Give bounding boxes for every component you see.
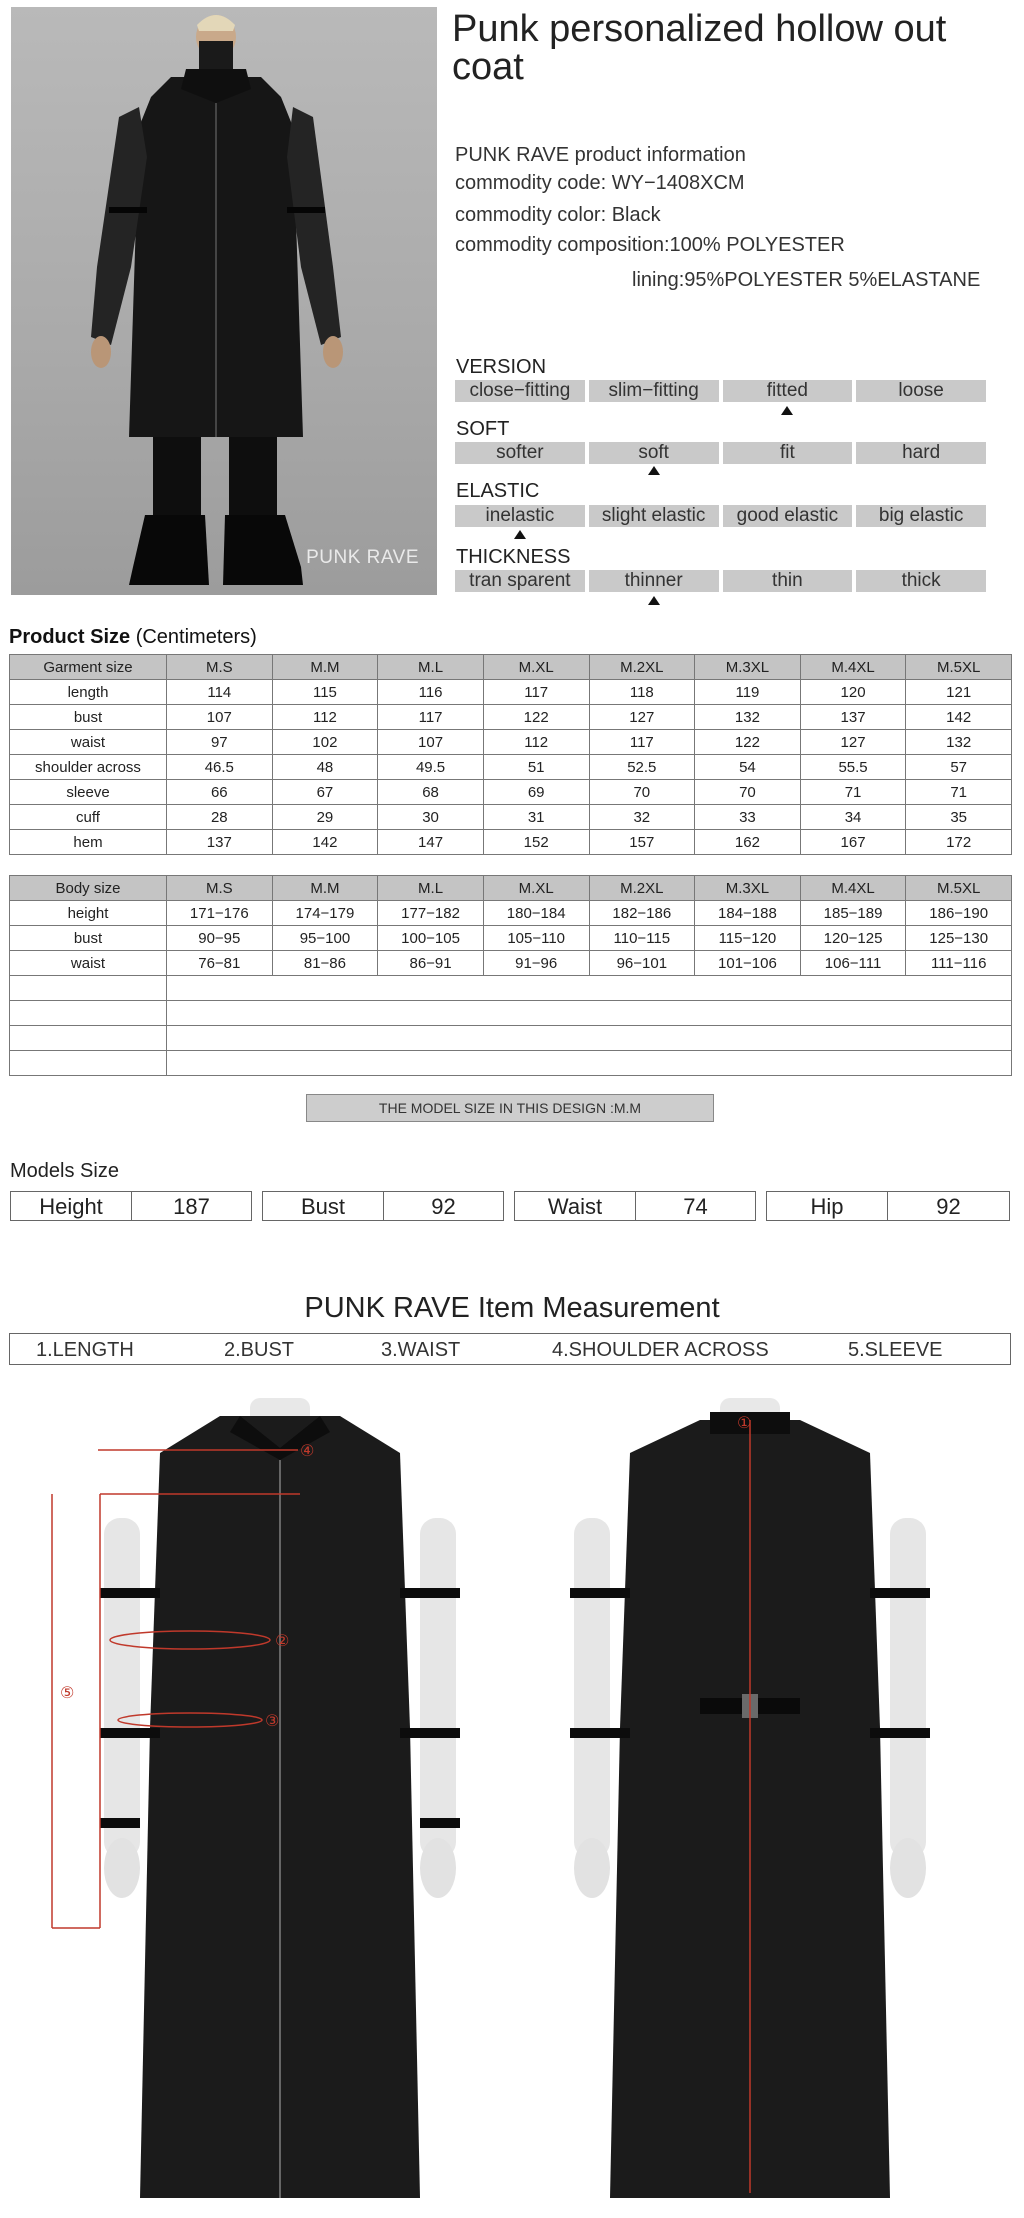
table-cell xyxy=(10,1026,167,1051)
scale-elastic-label: ELASTIC xyxy=(456,480,540,502)
table-cell: 29 xyxy=(272,805,378,830)
table-row-label: waist xyxy=(10,730,167,755)
table-cell: 182−186 xyxy=(589,901,695,926)
table-cell: 120 xyxy=(800,680,906,705)
table-empty-row xyxy=(10,1051,1012,1076)
table-row-label: hem xyxy=(10,830,167,855)
table-cell: 67 xyxy=(272,780,378,805)
table-cell: 167 xyxy=(800,830,906,855)
table-row-label: waist xyxy=(10,951,167,976)
table-cell: 119 xyxy=(695,680,801,705)
table-cell: 70 xyxy=(589,780,695,805)
scale-option: tran sparent xyxy=(455,570,585,592)
table-cell: 70 xyxy=(695,780,801,805)
table-cell: 177−182 xyxy=(378,901,484,926)
table-cell: 51 xyxy=(483,755,589,780)
table-cell: 102 xyxy=(272,730,378,755)
product-title: Punk personalized hollow out coat xyxy=(452,8,947,88)
table-cell: 147 xyxy=(378,830,484,855)
table-cell: 52.5 xyxy=(589,755,695,780)
table-header-cell: M.L xyxy=(378,876,484,901)
table-cell: 81−86 xyxy=(272,951,378,976)
table-cell: 35 xyxy=(906,805,1012,830)
table-cell xyxy=(167,1001,1012,1026)
measurement-item: 4.SHOULDER ACROSS xyxy=(552,1339,769,1361)
model-stat-value: 92 xyxy=(383,1191,504,1221)
scale-option: slim−fitting xyxy=(589,380,719,402)
scale-soft-label: SOFT xyxy=(456,418,510,440)
scale-option: softer xyxy=(455,442,585,464)
model-stat-label: Waist xyxy=(514,1191,636,1221)
table-cell xyxy=(10,1001,167,1026)
commodity-code: commodity code: WY−1408XCM xyxy=(455,172,745,194)
product-photo xyxy=(11,7,437,595)
table-cell: 157 xyxy=(589,830,695,855)
scale-marker xyxy=(648,466,660,475)
table-header-cell: M.XL xyxy=(483,876,589,901)
scale-option: thinner xyxy=(589,570,719,592)
scale-version xyxy=(455,380,986,402)
table-cell xyxy=(10,976,167,1001)
table-cell: 95−100 xyxy=(272,926,378,951)
table-cell: 33 xyxy=(695,805,801,830)
product-size-title: Product Size xyxy=(9,626,131,648)
model-stat-label: Height xyxy=(10,1191,132,1221)
model-figure-illustration xyxy=(11,7,437,595)
brand-watermark: PUNK RAVE xyxy=(306,547,419,568)
garment-size-table xyxy=(9,654,1012,855)
table-row xyxy=(10,780,1012,805)
table-header-cell: Body size xyxy=(10,876,167,901)
measure-marker: ⑤ xyxy=(60,1685,75,1702)
table-cell: 30 xyxy=(378,805,484,830)
table-cell: 115 xyxy=(272,680,378,705)
table-cell: 97 xyxy=(167,730,273,755)
scale-option: good elastic xyxy=(723,505,853,527)
product-size-heading xyxy=(9,626,257,649)
table-header-cell: M.2XL xyxy=(589,655,695,680)
table-cell: 54 xyxy=(695,755,801,780)
model-stat-value: 74 xyxy=(635,1191,756,1221)
table-cell: 100−105 xyxy=(378,926,484,951)
table-header-cell: M.M xyxy=(272,876,378,901)
scale-option: hard xyxy=(856,442,986,464)
table-cell: 101−106 xyxy=(695,951,801,976)
table-row xyxy=(10,951,1012,976)
table-row-label: length xyxy=(10,680,167,705)
table-cell: 172 xyxy=(906,830,1012,855)
table-header-cell: M.S xyxy=(167,876,273,901)
model-stat-label: Bust xyxy=(262,1191,384,1221)
table-cell: 32 xyxy=(589,805,695,830)
scale-option: inelastic xyxy=(455,505,585,527)
table-header-cell: M.XL xyxy=(483,655,589,680)
table-cell: 107 xyxy=(378,730,484,755)
table-cell: 110−115 xyxy=(589,926,695,951)
table-cell: 112 xyxy=(272,705,378,730)
table-header-row xyxy=(10,876,1012,901)
table-header-cell: M.3XL xyxy=(695,655,801,680)
table-cell: 127 xyxy=(589,705,695,730)
table-cell: 66 xyxy=(167,780,273,805)
table-header-row xyxy=(10,655,1012,680)
table-cell: 121 xyxy=(906,680,1012,705)
table-empty-row xyxy=(10,976,1012,1001)
table-row-label: shoulder across xyxy=(10,755,167,780)
table-cell: 118 xyxy=(589,680,695,705)
scale-option: fitted xyxy=(723,380,853,402)
table-cell: 186−190 xyxy=(906,901,1012,926)
table-cell: 96−101 xyxy=(589,951,695,976)
measurement-item: 3.WAIST xyxy=(381,1339,461,1361)
table-cell: 125−130 xyxy=(906,926,1012,951)
coat-back-view xyxy=(560,1398,940,2208)
table-row-label: bust xyxy=(10,926,167,951)
scale-option: soft xyxy=(589,442,719,464)
table-cell: 49.5 xyxy=(378,755,484,780)
table-cell: 48 xyxy=(272,755,378,780)
table-cell: 122 xyxy=(483,705,589,730)
commodity-composition: commodity composition:100% POLYESTER xyxy=(455,234,845,256)
scale-option: thin xyxy=(723,570,853,592)
table-row-label: cuff xyxy=(10,805,167,830)
table-header-cell: Garment size xyxy=(10,655,167,680)
table-header-cell: M.3XL xyxy=(695,876,801,901)
model-stat-label: Hip xyxy=(766,1191,888,1221)
body-size-table xyxy=(9,875,1012,1076)
table-cell: 162 xyxy=(695,830,801,855)
table-row-label: sleeve xyxy=(10,780,167,805)
table-row xyxy=(10,680,1012,705)
commodity-lining: lining:95%POLYESTER 5%ELASTANE xyxy=(632,269,981,291)
table-cell: 68 xyxy=(378,780,484,805)
table-cell: 34 xyxy=(800,805,906,830)
table-cell: 111−116 xyxy=(906,951,1012,976)
table-cell: 114 xyxy=(167,680,273,705)
table-cell xyxy=(167,1026,1012,1051)
scale-option: thick xyxy=(856,570,986,592)
measurement-item: 2.BUST xyxy=(224,1339,295,1361)
table-row xyxy=(10,705,1012,730)
table-row xyxy=(10,901,1012,926)
model-size-note: THE MODEL SIZE IN THIS DESIGN :M.M xyxy=(306,1094,714,1122)
scale-option: loose xyxy=(856,380,986,402)
table-cell: 55.5 xyxy=(800,755,906,780)
table-cell: 106−111 xyxy=(800,951,906,976)
table-row xyxy=(10,755,1012,780)
table-cell: 137 xyxy=(167,830,273,855)
table-cell: 117 xyxy=(483,680,589,705)
table-header-cell: M.5XL xyxy=(906,876,1012,901)
table-cell xyxy=(10,1051,167,1076)
table-cell: 117 xyxy=(378,705,484,730)
table-header-cell: M.4XL xyxy=(800,655,906,680)
table-row xyxy=(10,730,1012,755)
table-cell: 132 xyxy=(695,705,801,730)
scale-thickness-label: THICKNESS xyxy=(456,546,571,568)
scale-elastic xyxy=(455,505,986,527)
model-stat-value: 187 xyxy=(131,1191,252,1221)
coat-front-view xyxy=(60,1398,470,2208)
measure-marker: ① xyxy=(737,1415,752,1432)
table-row xyxy=(10,830,1012,855)
table-cell: 31 xyxy=(483,805,589,830)
table-cell xyxy=(167,1051,1012,1076)
table-row xyxy=(10,926,1012,951)
table-cell: 71 xyxy=(800,780,906,805)
table-cell: 184−188 xyxy=(695,901,801,926)
measurement-item: 1.LENGTH xyxy=(36,1339,134,1361)
scale-option: big elastic xyxy=(856,505,986,527)
table-cell: 71 xyxy=(906,780,1012,805)
table-cell: 57 xyxy=(906,755,1012,780)
table-header-cell: M.M xyxy=(272,655,378,680)
measure-marker: ④ xyxy=(300,1443,315,1460)
info-header: PUNK RAVE product information xyxy=(455,144,746,166)
table-row xyxy=(10,805,1012,830)
measurement-item: 5.SLEEVE xyxy=(848,1339,943,1361)
scale-soft xyxy=(455,442,986,464)
table-cell: 90−95 xyxy=(167,926,273,951)
table-cell: 91−96 xyxy=(483,951,589,976)
table-cell: 174−179 xyxy=(272,901,378,926)
table-cell: 122 xyxy=(695,730,801,755)
table-cell: 107 xyxy=(167,705,273,730)
table-cell: 69 xyxy=(483,780,589,805)
scale-option: slight elastic xyxy=(589,505,719,527)
table-header-cell: M.2XL xyxy=(589,876,695,901)
table-cell: 185−189 xyxy=(800,901,906,926)
table-cell: 137 xyxy=(800,705,906,730)
table-cell: 28 xyxy=(167,805,273,830)
product-size-unit: (Centimeters) xyxy=(135,626,257,648)
table-row-label: bust xyxy=(10,705,167,730)
table-cell: 120−125 xyxy=(800,926,906,951)
measure-marker: ③ xyxy=(265,1713,280,1730)
table-empty-row xyxy=(10,1001,1012,1026)
table-row-label: height xyxy=(10,901,167,926)
scale-marker xyxy=(781,406,793,415)
table-cell xyxy=(167,976,1012,1001)
scale-marker xyxy=(514,530,526,539)
table-cell: 76−81 xyxy=(167,951,273,976)
table-cell: 171−176 xyxy=(167,901,273,926)
table-cell: 132 xyxy=(906,730,1012,755)
table-cell: 152 xyxy=(483,830,589,855)
table-cell: 105−110 xyxy=(483,926,589,951)
table-cell: 116 xyxy=(378,680,484,705)
model-stat-value: 92 xyxy=(887,1191,1010,1221)
table-header-cell: M.5XL xyxy=(906,655,1012,680)
table-cell: 46.5 xyxy=(167,755,273,780)
table-cell: 142 xyxy=(906,705,1012,730)
measurement-title: PUNK RAVE Item Measurement xyxy=(304,1292,720,1324)
table-cell: 112 xyxy=(483,730,589,755)
table-cell: 117 xyxy=(589,730,695,755)
scale-option: fit xyxy=(723,442,853,464)
table-empty-row xyxy=(10,1026,1012,1051)
table-cell: 142 xyxy=(272,830,378,855)
table-cell: 127 xyxy=(800,730,906,755)
table-header-cell: M.4XL xyxy=(800,876,906,901)
table-cell: 86−91 xyxy=(378,951,484,976)
scale-option: close−fitting xyxy=(455,380,585,402)
table-header-cell: M.S xyxy=(167,655,273,680)
models-size-label: Models Size xyxy=(10,1160,119,1182)
commodity-color: commodity color: Black xyxy=(455,204,661,226)
table-cell: 115−120 xyxy=(695,926,801,951)
scale-version-label: VERSION xyxy=(456,356,547,378)
table-header-cell: M.L xyxy=(378,655,484,680)
scale-marker xyxy=(648,596,660,605)
measure-marker: ② xyxy=(275,1633,290,1650)
table-cell: 180−184 xyxy=(483,901,589,926)
scale-thickness xyxy=(455,570,986,592)
